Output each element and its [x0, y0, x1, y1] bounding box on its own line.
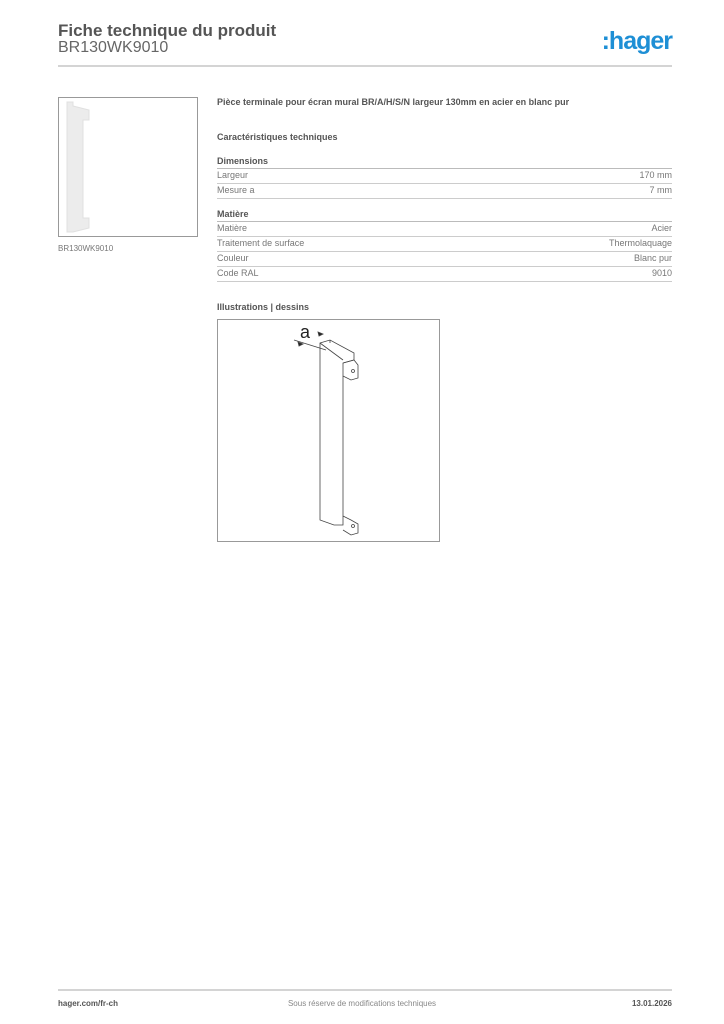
illustrations-title: Illustrations | dessins	[217, 302, 310, 312]
spec-group-title: Matière	[217, 209, 672, 222]
dimension-label: a	[300, 322, 311, 342]
product-description: Pièce terminale pour écran mural BR/A/H/S/N largeur 130mm en acier en blanc pur	[217, 97, 570, 107]
spec-label: Traitement de surface	[217, 238, 305, 248]
specs-title: Caractéristiques techniques	[217, 132, 338, 142]
product-reference: BR130WK9010	[58, 39, 169, 56]
spec-value: Thermolaquage	[608, 238, 672, 248]
header-divider	[58, 65, 672, 67]
spec-value: 170 mm	[639, 170, 672, 180]
spec-value: Acier	[651, 223, 672, 233]
footer-notice: Sous réserve de modifications techniques	[287, 999, 437, 1008]
spec-value: Blanc pur	[633, 253, 672, 263]
technical-drawing	[217, 319, 440, 542]
spec-row	[217, 184, 672, 199]
spec-value: 9010	[651, 268, 672, 278]
hager-logo: :hager	[601, 27, 672, 55]
spec-row	[217, 169, 672, 184]
spec-row	[217, 237, 672, 252]
spec-row	[217, 222, 672, 237]
product-image	[58, 97, 198, 237]
spec-group-dimensions	[217, 156, 672, 199]
spec-label: Largeur	[217, 170, 249, 180]
footer-divider	[58, 989, 672, 991]
footer-date: 13.01.2026	[631, 999, 672, 1008]
spec-label: Couleur	[217, 253, 249, 263]
page-title: Fiche technique du produit	[58, 21, 277, 40]
spec-value: 7 mm	[649, 185, 672, 195]
spec-group-matiere	[217, 209, 672, 282]
spec-row	[217, 267, 672, 282]
product-details	[217, 97, 672, 312]
spec-label: Matière	[217, 223, 248, 233]
spec-group-title: Dimensions	[217, 156, 672, 169]
spec-label: Code RAL	[217, 268, 259, 278]
product-image-caption: BR130WK9010	[58, 244, 114, 253]
spec-label: Mesure a	[217, 185, 255, 195]
footer-website-link[interactable]: hager.com/fr-ch	[58, 999, 119, 1008]
spec-row	[217, 252, 672, 267]
